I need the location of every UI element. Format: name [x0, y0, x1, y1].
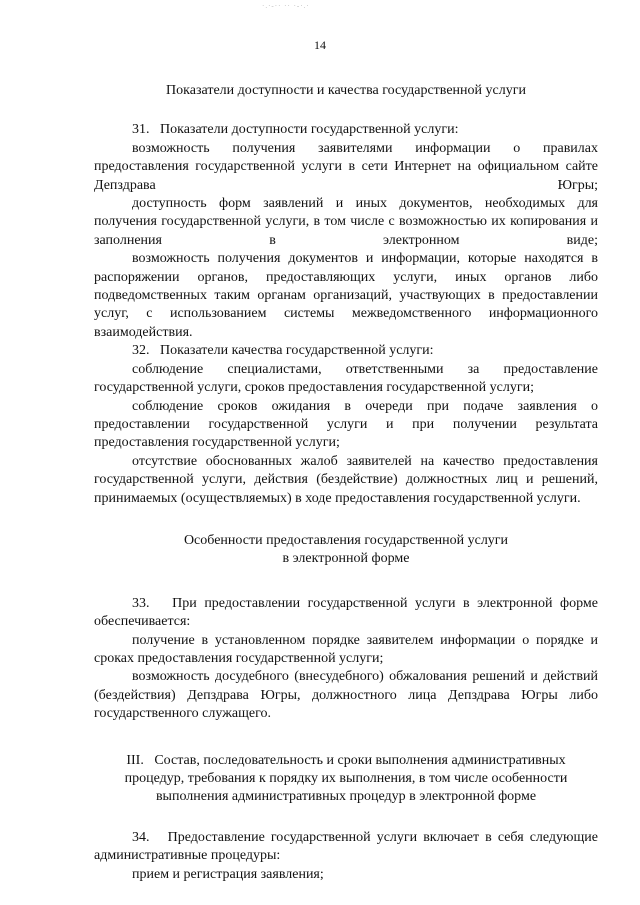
section-heading-iii	[94, 752, 598, 807]
section-heading-line: выполнения административных процедур в электронной форме	[155, 789, 537, 805]
paragraph-32: 32. Показатели качества государственной услуги:	[132, 343, 434, 359]
paragraph-31-item-1: возможность получения заявителями информации о правилах предоставления государственной услуги в сети Интернет на официальном сайте Депздрава Югры;	[94, 140, 598, 193]
section-heading-line: III. Состав, последовательность и сроки выполнения административных	[126, 752, 566, 768]
paragraph-32-item-3: отсутствие обоснованных жалоб заявителей на качество предоставления государственной услуги, действия (бездействие) должностных лиц и решений, принимаемых (осуществляемых) в ходе предоставления государственной услуги.	[94, 453, 598, 506]
paragraph-33: 33. При предоставлении государственной услуги в электронной форме обеспечивается:	[94, 595, 598, 630]
document-body	[94, 82, 598, 884]
section-heading-line: процедур, требования к порядку их выполнения, в том числе особенности	[124, 771, 568, 786]
paragraph-31: 31. Показатели доступности государственной услуги:	[132, 122, 459, 138]
section-heading-availability-quality: Показатели доступности и качества государственной услуги	[166, 83, 526, 98]
section-heading-line: в электронной форме	[282, 551, 410, 567]
paragraph-31-item-2: доступность форм заявлений и иных документов, необходимых для получения государственной услуги, в том числе с возможностью их копирования и заполнения в электронном виде;	[94, 196, 598, 248]
paragraph-32-item-2: соблюдение сроков ожидания в очереди при подаче заявления о предоставлении государственной услуги и при получении результата предоставления государственной услуги;	[94, 398, 598, 451]
scan-artifact: ·.·‑·· ·· ·‑·.·	[262, 2, 310, 10]
paragraph-34-item-1: прием и регистрация заявления;	[132, 866, 324, 882]
paragraph-33-item-1: получение в установленном порядке заявителем информации о порядке и сроках предоставления государственной услуги;	[94, 632, 598, 666]
page-number: 14	[314, 38, 326, 52]
paragraph-34: 34. Предоставление государственной услуги включает в себя следующие административные процедуры:	[94, 829, 598, 864]
section-heading-electronic-form	[94, 532, 598, 569]
paragraph-32-item-1: соблюдение специалистами, ответственными за предоставление государственной услуги, сроков предоставления государственной услуги;	[94, 361, 598, 396]
section-heading-line: Особенности предоставления государственной услуги	[183, 532, 509, 548]
paragraph-33-item-2: возможность досудебного (внесудебного) обжалования решений и действий (бездействия) Депздрава Югры, должностного лица Депздрава Югры либо государственного служащего.	[94, 669, 598, 722]
paragraph-31-item-3: возможность получения документов и информации, которые находятся в распоряжении органов, предоставляющих услуги, иных органов либо подведомственных таким органам организаций, участвующих в предоставлении услуг, с использованием системы межведомственного информационного взаимодействия.	[94, 251, 598, 340]
